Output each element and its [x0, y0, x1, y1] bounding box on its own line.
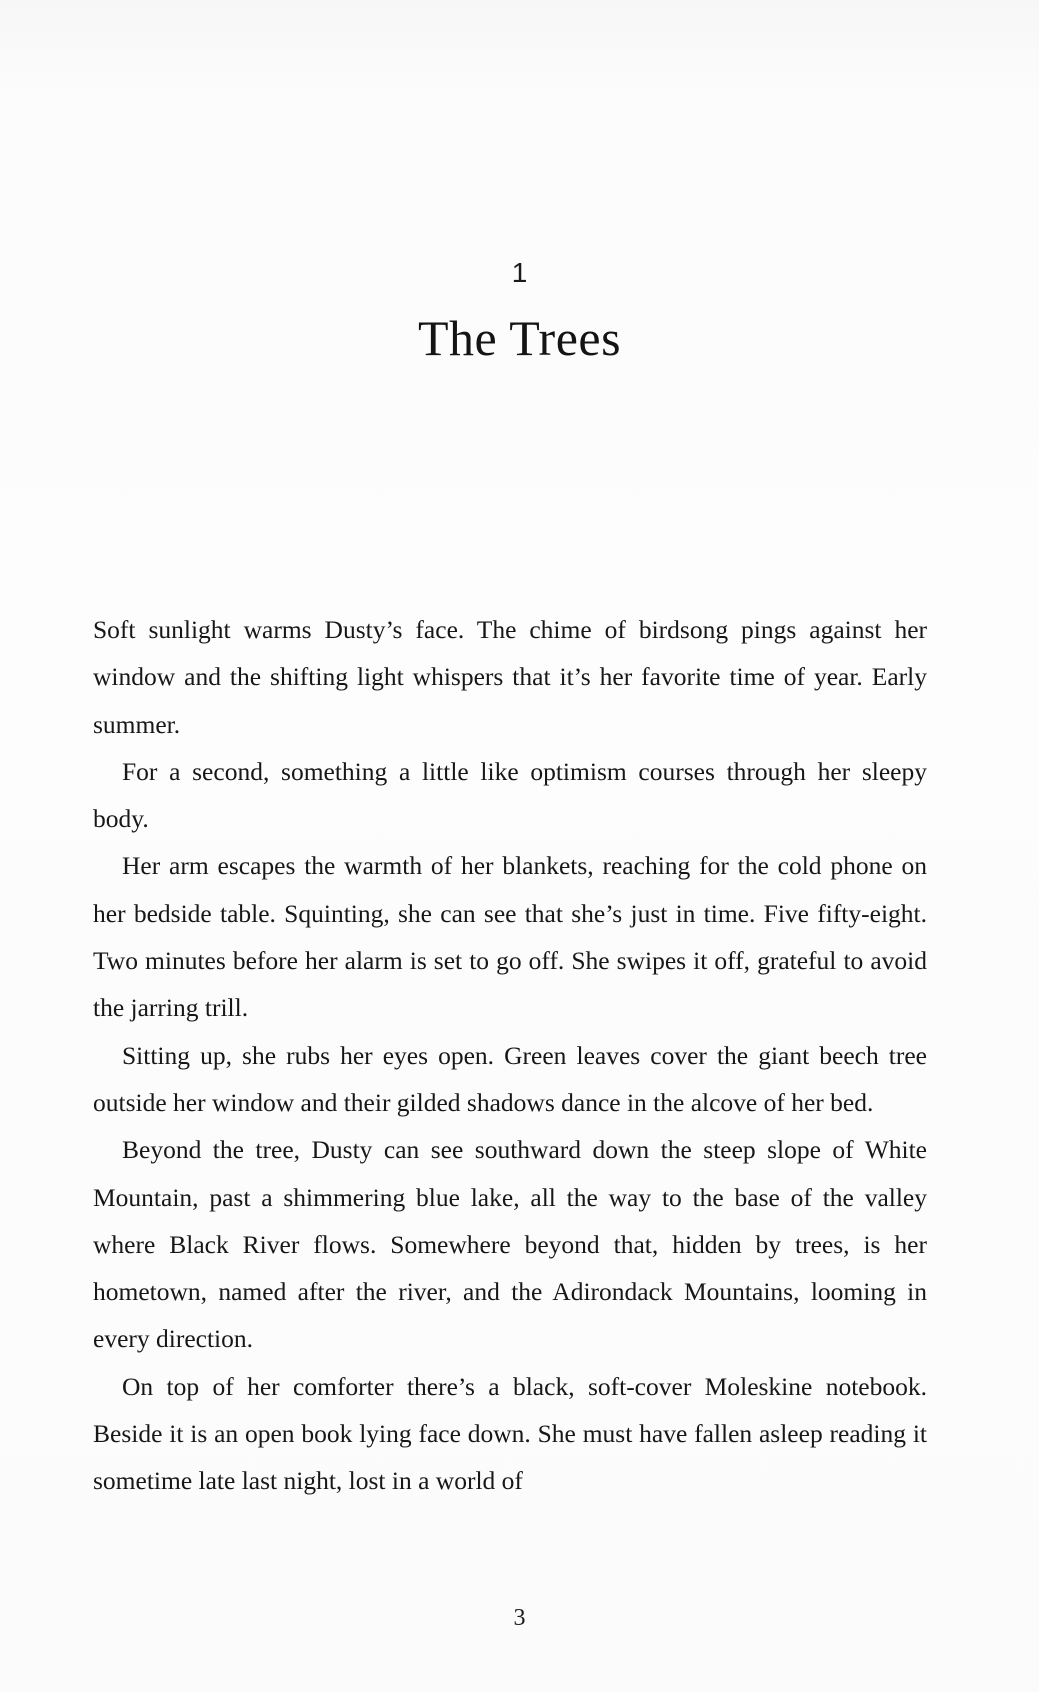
chapter-body	[93, 606, 927, 1505]
paragraph: Beyond the tree, Dusty can see southward down the steep slope of White Mountain, past a shimmering blue lake, all the way to the base of the valley where Black River flows. Somewhere beyond that, hidden by trees, is her hometown, named after the river, and the Adirondack Mountains, looming in every direction.	[93, 1135, 927, 1354]
chapter-title: The Trees	[417, 310, 622, 366]
paragraph: Sitting up, she rubs her eyes open. Green leaves cover the giant beech tree outside her window and their gilded shadows dance in the alcove of her bed.	[93, 1040, 927, 1117]
page-number: 3	[513, 1605, 526, 1631]
paragraph: On top of her comforter there’s a black, soft-cover Moleskine notebook. Beside it is an open book lying face down. She must have fallen asleep reading it sometime late last night, lost in a world of	[93, 1371, 927, 1496]
paragraph: For a second, something a little like optimism courses through her sleepy body.	[93, 756, 927, 834]
paragraph: Her arm escapes the warmth of her blankets, reaching for the cold phone on her bedside table. Squinting, she can see that she’s just in time. Five fifty-eight. Two minutes before her alarm is set to go off. She swipes it off, grateful to avoid the jarring trill.	[93, 851, 927, 1023]
chapter-number: 1	[511, 257, 528, 288]
paragraph: Soft sunlight warms Dusty’s face. The chime of birdsong pings against her window and the shifting light whispers that it’s her favorite time of year. Early summer.	[93, 615, 927, 739]
